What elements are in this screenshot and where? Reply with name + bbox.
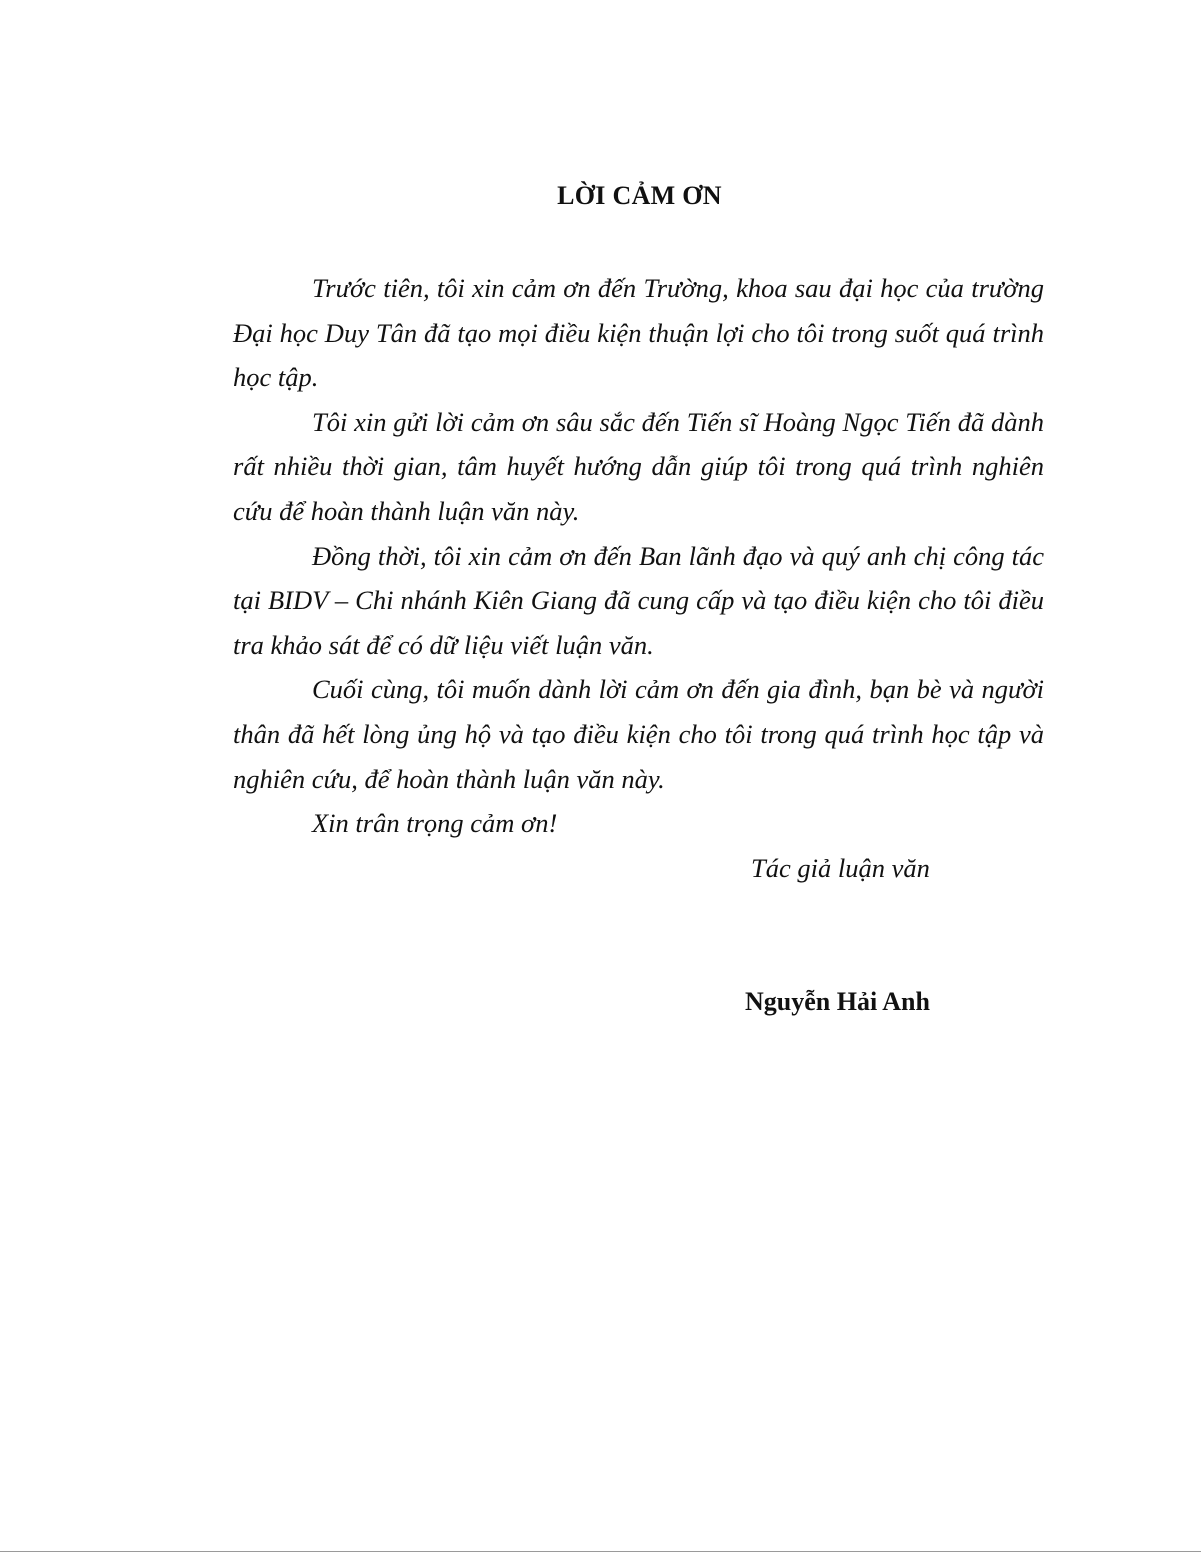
paragraph-advisor: Tôi xin gửi lời cảm ơn sâu sắc đến Tiến sĩ Hoàng Ngọc Tiến đã dành rất nhiều thời gian, tâm huyết hướng dẫn giúp tôi trong quá trình nghiên cứu để hoàn thành luận văn này.: [233, 406, 1044, 526]
paragraph-school: Trước tiên, tôi xin cảm ơn đến Trường, khoa sau đại học của trường Đại học Duy Tân đã tạo mọi điều kiện thuận lợi cho tôi trong suốt quá trình học tập.: [233, 273, 1044, 393]
paragraph-closing: Xin trân trọng cảm ơn!: [312, 808, 558, 839]
page-title: LỜI CẢM ƠN: [557, 181, 722, 210]
signature-role: Tác giả luận văn: [751, 853, 930, 883]
paragraph-bank: Đồng thời, tôi xin cảm ơn đến Ban lãnh đạo và quý anh chị công tác tại BIDV – Chi nhánh Kiên Giang đã cung cấp và tạo điều kiện cho tôi điều tra khảo sát để có dữ liệu viết luận văn.: [233, 540, 1044, 660]
page-bottom-divider: [0, 1551, 1201, 1552]
acknowledgement-body: [233, 266, 1044, 846]
paragraph-family: Cuối cùng, tôi muốn dành lời cảm ơn đến gia đình, bạn bè và người thân đã hết lòng ủng hộ và tạo điều kiện cho tôi trong quá trình học tập và nghiên cứu, để hoàn thành luận văn này.: [233, 674, 1044, 794]
signature-name: Nguyễn Hải Anh: [745, 987, 930, 1016]
